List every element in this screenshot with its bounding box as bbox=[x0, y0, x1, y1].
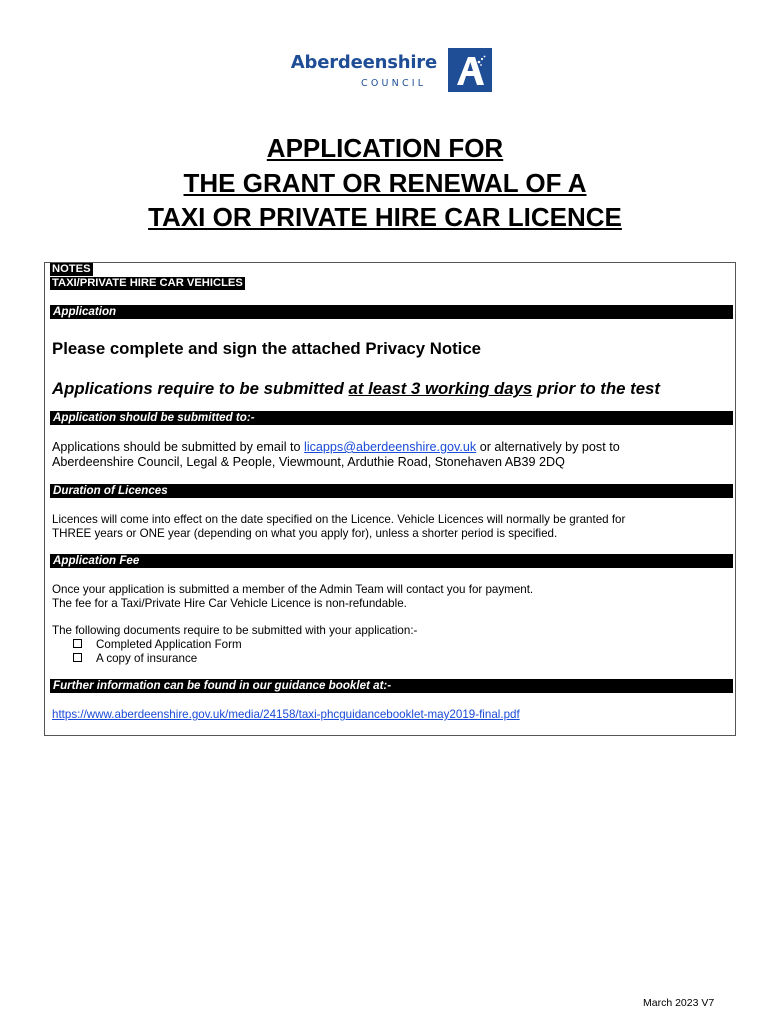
fee-line-2: The fee for a Taxi/Private Hire Car Vehicle Licence is non-refundable. bbox=[52, 597, 407, 610]
vehicles-tag: TAXI/PRIVATE HIRE CAR VEHICLES bbox=[52, 277, 243, 289]
document-item-label: Completed Application Form bbox=[96, 638, 242, 651]
fee-line-1: Once your application is submitted a member of the Admin Team will contact you for payment. bbox=[52, 583, 534, 596]
submission-line-1 bbox=[52, 440, 732, 455]
council-logo bbox=[277, 48, 493, 94]
aberdeenshire-a-icon bbox=[448, 48, 492, 92]
postal-address: Aberdeenshire Council, Legal & People, Viewmount, Arduthie Road, Stonehaven AB39 2DQ bbox=[52, 455, 565, 469]
privacy-notice-line: Please complete and sign the attached Privacy Notice bbox=[52, 339, 482, 358]
title-line-1: APPLICATION FOR bbox=[266, 133, 504, 163]
submission-text-post: or alternatively by post to bbox=[476, 440, 620, 454]
submission-deadline-line bbox=[52, 379, 660, 399]
version-footer: March 2023 V7 bbox=[643, 997, 715, 1009]
deadline-text-emphasis: at least 3 working days bbox=[348, 379, 533, 398]
deadline-text-pre: Applications require to be submitted bbox=[52, 379, 349, 398]
duration-text bbox=[52, 513, 732, 541]
page-title bbox=[0, 131, 770, 235]
logo-name: Aberdeenshire bbox=[290, 52, 437, 73]
checkbox-icon bbox=[73, 639, 82, 648]
fee-header: Application Fee bbox=[50, 554, 733, 568]
checkbox-icon bbox=[73, 653, 82, 662]
submission-instructions bbox=[52, 440, 732, 470]
application-header: Application bbox=[50, 305, 733, 319]
fee-text bbox=[52, 583, 732, 611]
submission-text-pre: Applications should be submitted by email to bbox=[52, 440, 305, 454]
document-item-label: A copy of insurance bbox=[96, 652, 198, 665]
title-line-3: TAXI OR PRIVATE HIRE CAR LICENCE bbox=[148, 202, 622, 232]
document-item-1 bbox=[73, 638, 242, 652]
duration-line-1: Licences will come into effect on the date specified on the Licence. Vehicle Licences will normally be granted for bbox=[52, 513, 626, 526]
duration-line-2: THREE years or ONE year (depending on what you apply for), unless a shorter period is specified. bbox=[52, 527, 558, 540]
duration-header: Duration of Licences bbox=[50, 484, 733, 498]
document-item-2 bbox=[73, 652, 197, 666]
logo-council: COUNCIL bbox=[361, 78, 427, 89]
email-link[interactable]: licapps@aberdeenshire.gov.uk bbox=[304, 440, 477, 454]
submitted-to-header: Application should be submitted to:- bbox=[50, 411, 733, 425]
further-info-header: Further information can be found in our guidance booklet at:- bbox=[50, 679, 733, 693]
notes-tag: NOTES bbox=[52, 263, 91, 275]
guidance-link-row bbox=[52, 708, 732, 722]
title-line-2: THE GRANT OR RENEWAL OF A bbox=[183, 167, 587, 198]
documents-intro: The following documents require to be submitted with your application:- bbox=[52, 624, 418, 637]
guidance-booklet-link[interactable]: https://www.aberdeenshire.gov.uk/media/24158/taxi-phcguidancebooklet-may2019-final.pdf bbox=[52, 708, 520, 721]
deadline-text-post: prior to the test bbox=[532, 379, 660, 398]
